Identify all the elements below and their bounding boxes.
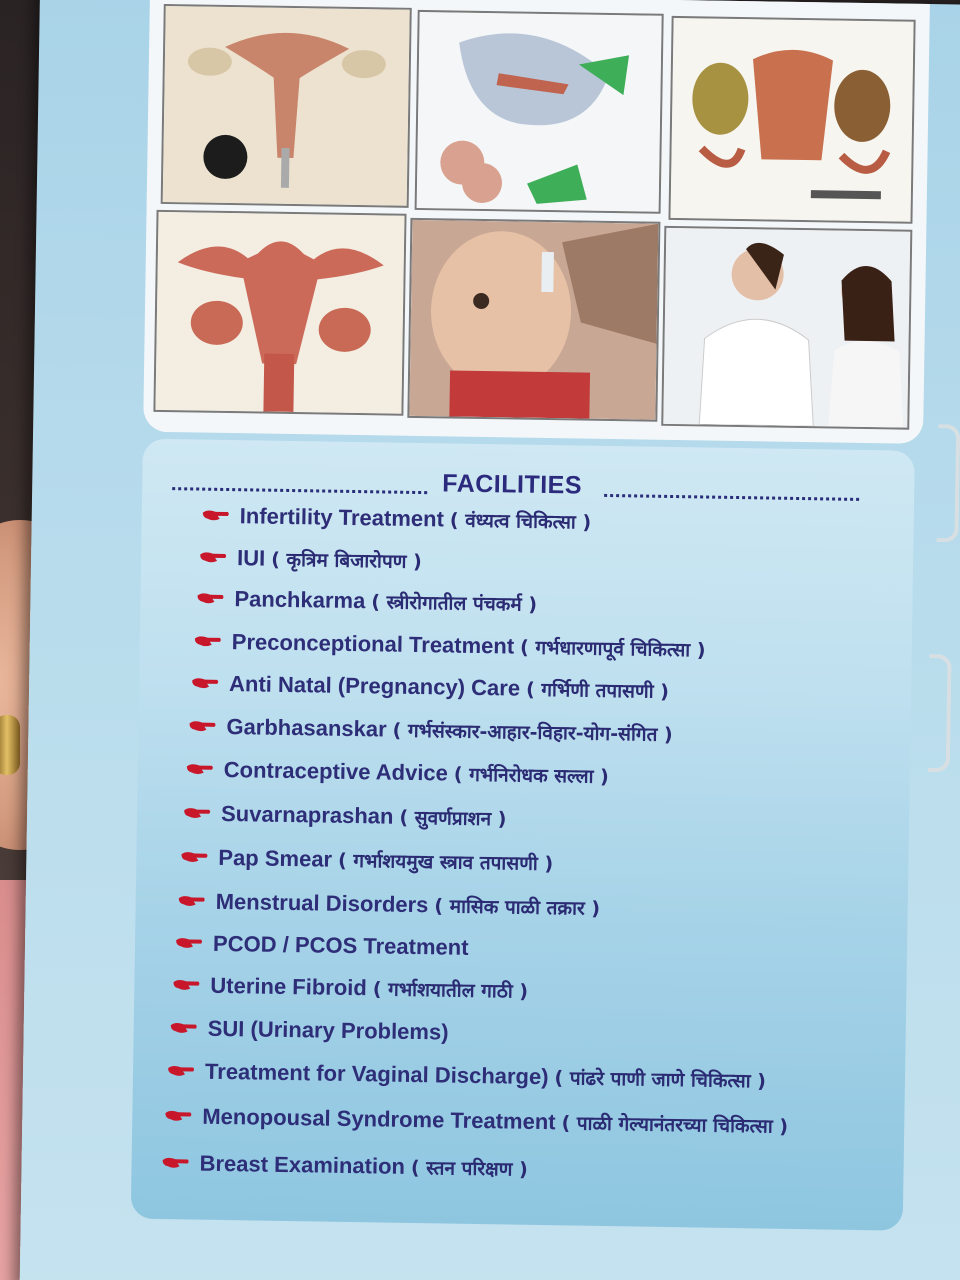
brochure-page — [20, 0, 960, 1280]
facility-name: PCOD / PCOS Treatment — [212, 930, 469, 960]
facility-item — [191, 670, 669, 704]
facility-item — [180, 844, 553, 876]
facility-item — [164, 1103, 788, 1139]
facility-name-marathi: ( गर्भसंस्कार-आहार-विहार-योग-संगित ) — [392, 719, 673, 747]
photo-grid — [143, 0, 930, 444]
facility-item — [194, 628, 706, 662]
facility-name: Menopousal Syndrome Treatment — [202, 1103, 556, 1135]
dotted-rule — [172, 487, 427, 494]
facility-name-marathi: ( गर्भिणी तपासणी ) — [525, 678, 670, 703]
facility-item — [167, 1058, 766, 1093]
pointing-hand-icon — [178, 893, 206, 907]
facility-name: Contraceptive Advice — [223, 756, 449, 786]
facility-name: Menstrual Disorders — [215, 888, 429, 918]
facility-name-marathi: ( वंध्यत्व चिकित्सा ) — [449, 509, 592, 534]
pointing-hand-icon — [196, 591, 224, 605]
facility-item — [186, 756, 609, 789]
facility-item — [196, 586, 537, 617]
facility-name-marathi: ( गर्भाशयमुख स्त्राव तपासणी ) — [337, 849, 554, 876]
doctor-patient-photo — [661, 226, 912, 430]
facility-item — [161, 1150, 528, 1182]
facility-item — [177, 888, 600, 921]
ovarian-cysts-illustration — [668, 16, 915, 224]
facility-name: Infertility Treatment — [239, 503, 445, 532]
facility-name-marathi: ( स्तन परिक्षण ) — [410, 1156, 528, 1181]
pointing-hand-icon — [167, 1063, 195, 1077]
finger-ring — [0, 715, 20, 775]
pointing-hand-icon — [202, 508, 230, 522]
facility-name: Garbhasanskar — [226, 714, 387, 742]
pointing-hand-icon — [170, 1020, 198, 1034]
binder-ring — [936, 424, 960, 542]
facility-item — [183, 800, 507, 831]
pointing-hand-icon — [164, 1108, 192, 1122]
pointing-hand-icon — [191, 676, 219, 690]
facility-name-marathi: ( पाळी गेल्यानंतरच्या चिकित्सा ) — [561, 1112, 789, 1138]
facility-item — [172, 972, 528, 1004]
facility-name: Suvarnaprashan — [220, 800, 394, 829]
facility-name-marathi: ( पांढरे पाणी जाणे चिकित्सा ) — [554, 1067, 767, 1093]
pointing-hand-icon — [161, 1155, 189, 1169]
facility-name-marathi: ( कृत्रिम बिजारोपण ) — [271, 548, 422, 574]
facility-name: Preconceptional Treatment — [231, 629, 515, 659]
facility-name: Breast Examination — [199, 1150, 406, 1179]
pointing-hand-icon — [172, 977, 200, 991]
facility-name: IUI — [236, 545, 266, 571]
baby-drops-photo — [407, 218, 660, 422]
facility-name-marathi: ( गर्भनिरोधक सल्ला ) — [453, 763, 609, 789]
facility-name: Pap Smear — [218, 844, 333, 872]
facility-name-marathi: ( मासिक पाळी तक्रार ) — [434, 895, 601, 920]
facility-name-marathi: ( सुवर्णप्राशन ) — [399, 806, 507, 831]
facility-item — [202, 503, 592, 535]
facility-name-marathi: ( गर्भाशयातील गाठी ) — [372, 978, 529, 1003]
facility-item — [170, 1015, 449, 1045]
uterus-injection-illustration — [161, 4, 412, 208]
facility-name-marathi: ( स्त्रीरोगातील पंचकर्म ) — [371, 591, 538, 616]
pointing-hand-icon — [183, 806, 211, 820]
facility-name: Panchkarma — [234, 586, 366, 614]
dotted-rule — [604, 494, 859, 501]
binder-ring — [928, 654, 952, 772]
facility-name: Uterine Fibroid — [210, 972, 368, 1001]
pointing-hand-icon — [188, 719, 216, 733]
facility-item — [175, 930, 469, 961]
facilities-heading: FACILITIES — [442, 469, 583, 500]
pointing-hand-icon — [194, 634, 222, 648]
facility-name: SUI (Urinary Problems) — [207, 1015, 449, 1045]
facility-name: Anti Natal (Pregnancy) Care — [228, 671, 521, 701]
pointing-hand-icon — [199, 550, 227, 564]
pointing-hand-icon — [186, 762, 214, 776]
facility-item — [188, 713, 673, 747]
facility-name: Treatment for Vaginal Discharge) — [204, 1058, 549, 1090]
facility-item — [199, 545, 422, 574]
pointing-hand-icon — [180, 850, 208, 864]
facilities-panel — [131, 439, 915, 1231]
facility-name-marathi: ( गर्भधारणापूर्व चिकित्सा ) — [519, 636, 706, 662]
speculum-procedure-illustration — [415, 10, 664, 214]
pointing-hand-icon — [175, 935, 203, 949]
uterus-ovaries-illustration — [153, 210, 406, 416]
